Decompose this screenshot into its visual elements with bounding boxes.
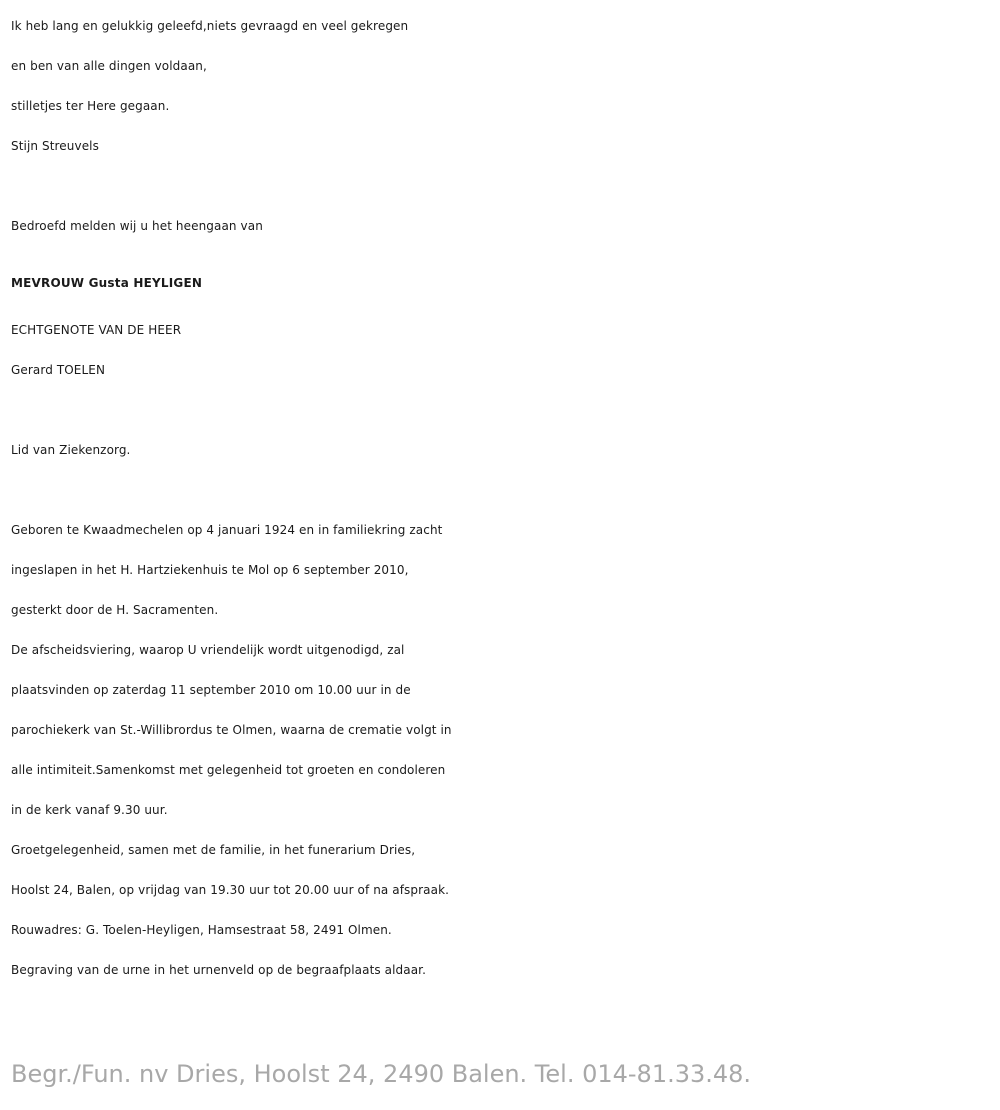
spacer [11,390,996,430]
body-line: in de kerk vanaf 9.30 uur. [11,803,168,817]
body-line: Begraving van de urne in het urnenveld op de begraafplaats aldaar. [11,963,427,977]
poem-author: Stijn Streuvels [11,139,99,153]
poem-line: Ik heb lang en gelukkig geleefd,niets gevraagd en veel gekregen [11,19,409,33]
poem-line: en ben van alle dingen voldaan, [11,59,207,73]
body-line: Rouwadres: G. Toelen-Heyligen, Hamsestraat 58, 2491 Olmen. [11,923,392,937]
poem-line: stilletjes ter Here gegaan. [11,99,170,113]
spacer [11,470,996,510]
spouse-name: Gerard TOELEN [11,363,106,377]
body-line: Geboren te Kwaadmechelen op 4 januari 1924 en in familiekring zacht [11,523,443,537]
body-line: Hoolst 24, Balen, op vrijdag van 19.30 uur tot 20.00 uur of na afspraak. [11,883,450,897]
poem [11,6,996,166]
body-line: alle intimiteit.Samenkomst met gelegenheid tot groeten en condoleren [11,763,446,777]
body-line: Groetgelegenheid, samen met de familie, in het funerarium Dries, [11,843,416,857]
body-line: ingeslapen in het H. Hartziekenhuis te Mol op 6 september 2010, [11,563,409,577]
spacer [11,166,996,206]
deceased-relation: ECHTGENOTE VAN DE HEER [11,323,182,337]
body-line: plaatsvinden op zaterdag 11 september 2010 om 10.00 uur in de [11,683,411,697]
body-line: gesterkt door de H. Sacramenten. [11,603,219,617]
notice-body [11,510,996,990]
body-line: parochiekerk van St.-Willibrordus te Olmen, waarna de crematie volgt in [11,723,452,737]
death-notice [11,6,996,990]
funeral-home-footer: Begr./Fun. nv Dries, Hoolst 24, 2490 Balen. Tel. 014-81.33.48. [11,1060,752,1088]
announcement: Bedroefd melden wij u het heengaan van [11,219,263,233]
body-line: De afscheidsviering, waarop U vriendelijk wordt uitgenodigd, zal [11,643,405,657]
deceased-name: MEVROUW Gusta HEYLIGEN [11,276,203,290]
membership: Lid van Ziekenzorg. [11,443,131,457]
